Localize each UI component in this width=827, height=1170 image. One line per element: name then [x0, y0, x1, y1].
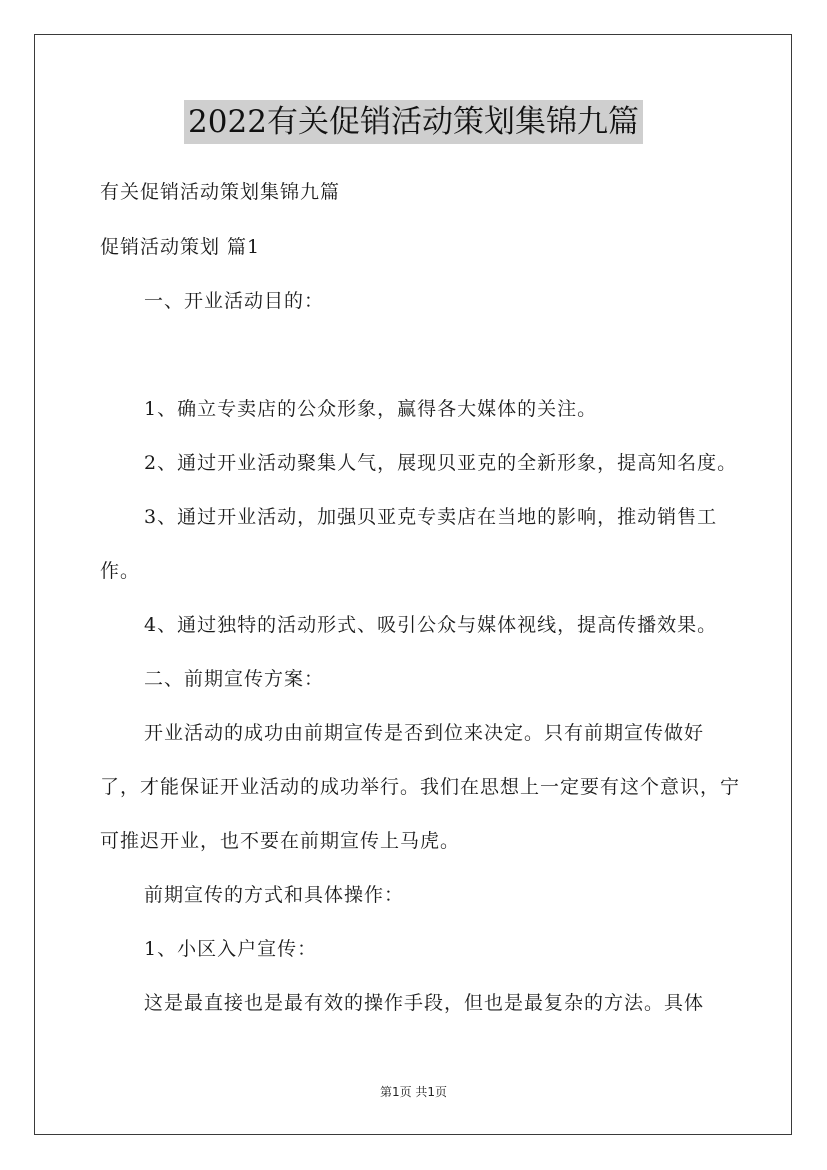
paragraph-5: 4、通过独特的活动形式、吸引公众与媒体视线，提高传播效果。 [144, 614, 718, 636]
section-title: 促销活动策划 篇1 [100, 236, 261, 258]
document-title: 2022有关促销活动策划集锦九篇 [184, 100, 643, 144]
paragraph-10: 这是最直接也是最有效的操作手段，但也是最复杂的方法。具体 [144, 992, 705, 1014]
paragraph-8: 前期宣传的方式和具体操作： [144, 884, 405, 906]
page-footer: 第1页 共1页 [379, 1085, 448, 1099]
paragraph-7: 开业活动的成功由前期宣传是否到位来决定。只有前期宣传做好了，才能保证开业活动的成功举行。我们在思想上一定要有这个意识，宁可推迟开业，也不要在前期宣传上马虎。 [100, 722, 741, 852]
paragraph-2: 1、确立专卖店的公众形象，赢得各大媒体的关注。 [144, 398, 598, 420]
paragraph-4: 3、通过开业活动，加强贝亚克专卖店在当地的影响，推动销售工作。 [100, 506, 718, 582]
document-subtitle: 有关促销活动策划集锦九篇 [100, 181, 341, 203]
paragraph-6: 二、前期宣传方案： [144, 668, 325, 690]
paragraph-1: 一、开业活动目的： [144, 290, 325, 312]
title-block [0, 100, 827, 144]
paragraph-3: 2、通过开业活动聚集人气，展现贝亚克的全新形象，提高知名度。 [144, 452, 738, 474]
paragraph-9: 1、小区入户宣传： [144, 938, 318, 960]
